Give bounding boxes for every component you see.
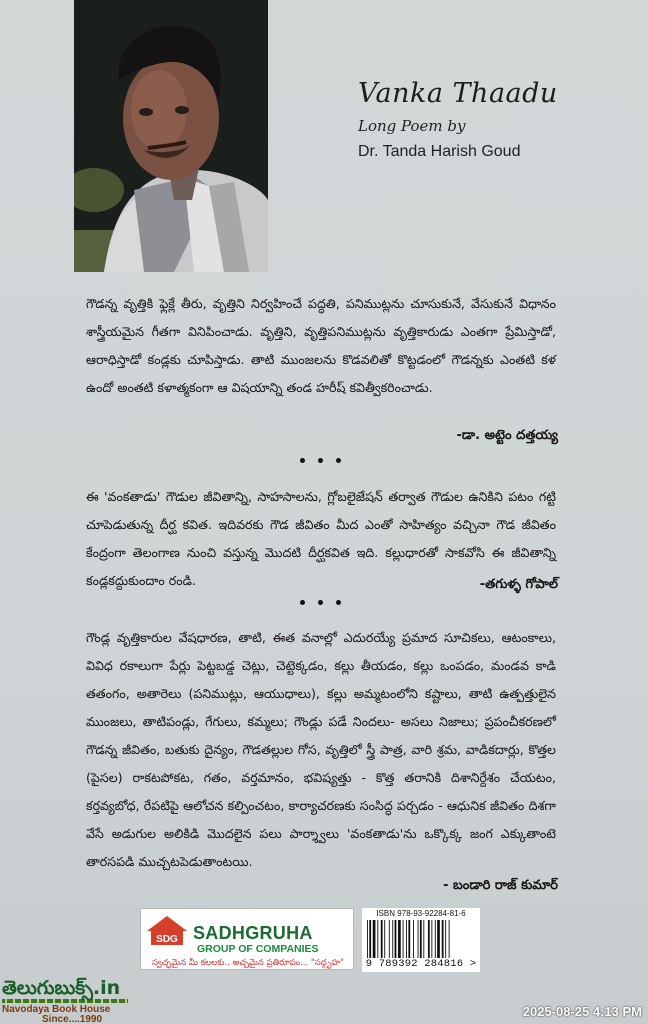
barcode-bar (445, 920, 446, 958)
book-author: Dr. Tanda Harish Goud (358, 143, 521, 160)
divider-dot (300, 458, 305, 463)
store-subtitle: Navodaya Book House (2, 1004, 111, 1015)
sponsor-name: SADHGRUHA (193, 923, 313, 943)
barcode-bar (398, 920, 401, 958)
isbn-barcode (362, 908, 480, 972)
sponsor-logo-block (140, 908, 354, 970)
store-strip (2, 999, 128, 1003)
divider-dot (336, 600, 341, 605)
blurb-2-signature: -తగుళ్ళ గోపాల్ (479, 577, 558, 592)
store-watermark (2, 978, 128, 1024)
barcode-bar (418, 920, 419, 958)
divider-dot (336, 458, 341, 463)
barcode-bar (413, 920, 414, 958)
blurb-3 (86, 624, 556, 876)
divider-dot (300, 600, 305, 605)
barcode-bar (373, 920, 376, 958)
blurb-3-signature: - బండారి రాజ్ కుమార్ (443, 878, 558, 893)
section-divider-2 (300, 600, 341, 605)
barcode-bar (377, 920, 378, 958)
blurb-1 (86, 290, 556, 402)
barcode-bar (389, 920, 390, 958)
photo-timestamp: 2025-08-25 4:13 PM (522, 1004, 642, 1019)
barcode-bar (428, 920, 430, 958)
barcode-bar (437, 920, 440, 958)
barcode-bar (384, 920, 385, 958)
barcode-bar (381, 920, 383, 958)
barcode-bar (369, 920, 371, 958)
barcode-bar (420, 920, 422, 958)
barcode-bar (408, 920, 410, 958)
barcode-bar (403, 920, 404, 958)
barcode-bar (406, 920, 407, 958)
barcode-number: 9 789392 284816 > (365, 958, 477, 970)
blurb-1-text: గౌడన్న వృత్తికి ఫ్లెక్లే తీరు, వృత్తిని నిర్వహించే పద్ధతి, పనిముట్లను చూసుకునే, వేసుకునే విధానం శాస్త్రీయమైన గీతగా వినిపించాడు. వృత్తిని, వృత్తిపనిముట్లను వృత్తికారుడు ఎంతగా ప్రేమిస్తాడో, ఆరాధిస్తాడో కండ్లకు చూపిస్తాడు. తాటి ముంజలను కొడవలితో కొట్టడంలో గౌడన్నకు ఎంతటి కళ ఉందో అంతటి కళాత్మకంగా ఆ విషయాన్ని తండ హరీష్ కవిత్వీకరించాడు. (86, 296, 556, 395)
isbn-label: ISBN 978-93-92284-81-6 (376, 909, 466, 918)
sponsor-tagline: స్వచ్ఛమైన మీ కలలకు.. అచ్చమైన ప్రతిరూపం... "సద్గృహ" (151, 958, 345, 968)
barcode-bar (395, 920, 397, 958)
divider-dot (318, 458, 323, 463)
barcode-bar (367, 920, 368, 958)
blurb-1-signature: -డా. అట్టెం దత్తయ్య (456, 428, 558, 443)
barcode-bar (423, 920, 424, 958)
barcode-bar (435, 920, 436, 958)
blurb-3-text: గౌండ్ల వృత్తికారుల వేషధారణ, తాటి, ఈత వనాల్లో ఎదురయ్యే ప్రమాద సూచికలు, ఆటంకాలు, వివిధ రకాలుగా పేర్లు పెట్టబడ్డ చెట్లు, చెట్టెక్కడం, కల్లు తీయడం, కల్లు ఒంపడం, మండవ కాడి తతంగం, అతారెలు (పనిముట్లు, ఆయుధాలు), కల్లు అమ్మటంలోని కష్టాలు, తాటి ఉత్పత్తులైన ముంజలు, తాటిపండ్లు, గేగులు, కమ్మలు; గౌండ్లు పడే నిందలు- అసలు నిజాలు; ప్రపంచీకరణలో గౌడన్న జీవితం, బతుకు దైన్యం, గౌడతల్లుల గోస, వృత్తిలో స్త్రీ పాత్ర, వారి శ్రమ, వాడికదార్లు, కొత్తల (పైసల) రాకటపోకట, గతం, వర్తమానం, భవిష్యత్తు - కొత్త తరానికి దిశానిర్దేశం చేయటం, కర్తవ్యబోధ, రేపటిపై ఆలోచన కల్పించటం, కార్యాచరణకు సంసిద్ధ పర్చడం - ఆధునిక జీవితం దిశగా వేసే అడుగుల అలికిడి మొదలైన పలు పార్శ్వాలు 'వంకతాడు'ను ఒక్కొక్క జంగ ఎక్కుతాంటె తారసపడి ముచ్చటపెడుతాంటయి. (86, 630, 556, 869)
barcode-bar (449, 920, 450, 958)
barcode-bar (431, 920, 432, 958)
book-title: Vanka Thaadu (358, 78, 558, 109)
barcode-bars (366, 920, 476, 958)
blurb-2-text: ఈ 'వంకతాడు' గౌడుల జీవితాన్ని, సాహసాలను, గ్లోబలైజేషన్ తర్వాత గౌడుల ఉనికిని పటం గట్టి చూపెడుతున్న దీర్ఘ కవిత. ఇదివరకు గౌడ జీవితం మీద ఎంతో సాహిత్యం వచ్చినా గౌడ జీవితం కేంద్రంగా తెలంగాణ నుంచి వస్తున్న మొదటి దీర్ఘకవిత ఇది. కల్లుధారతో సాకవోసి ఈ జీవితాన్ని కండ్లకద్దుకుందాం రండి. (86, 489, 556, 588)
book-subtitle: Long Poem by (358, 117, 466, 135)
store-name: తెలుగుబుక్స్.in (2, 977, 121, 999)
barcode-bar (392, 920, 393, 958)
section-divider-1 (300, 458, 341, 463)
sponsor-logo-text: SDG (156, 934, 178, 945)
store-since: Since....1990 (42, 1014, 103, 1024)
barcode-bar (442, 920, 444, 958)
sponsor-group: GROUP OF COMPANIES (197, 943, 319, 955)
author-photo (74, 0, 268, 272)
sponsor-logo-icon (145, 913, 189, 947)
divider-dot (318, 600, 323, 605)
